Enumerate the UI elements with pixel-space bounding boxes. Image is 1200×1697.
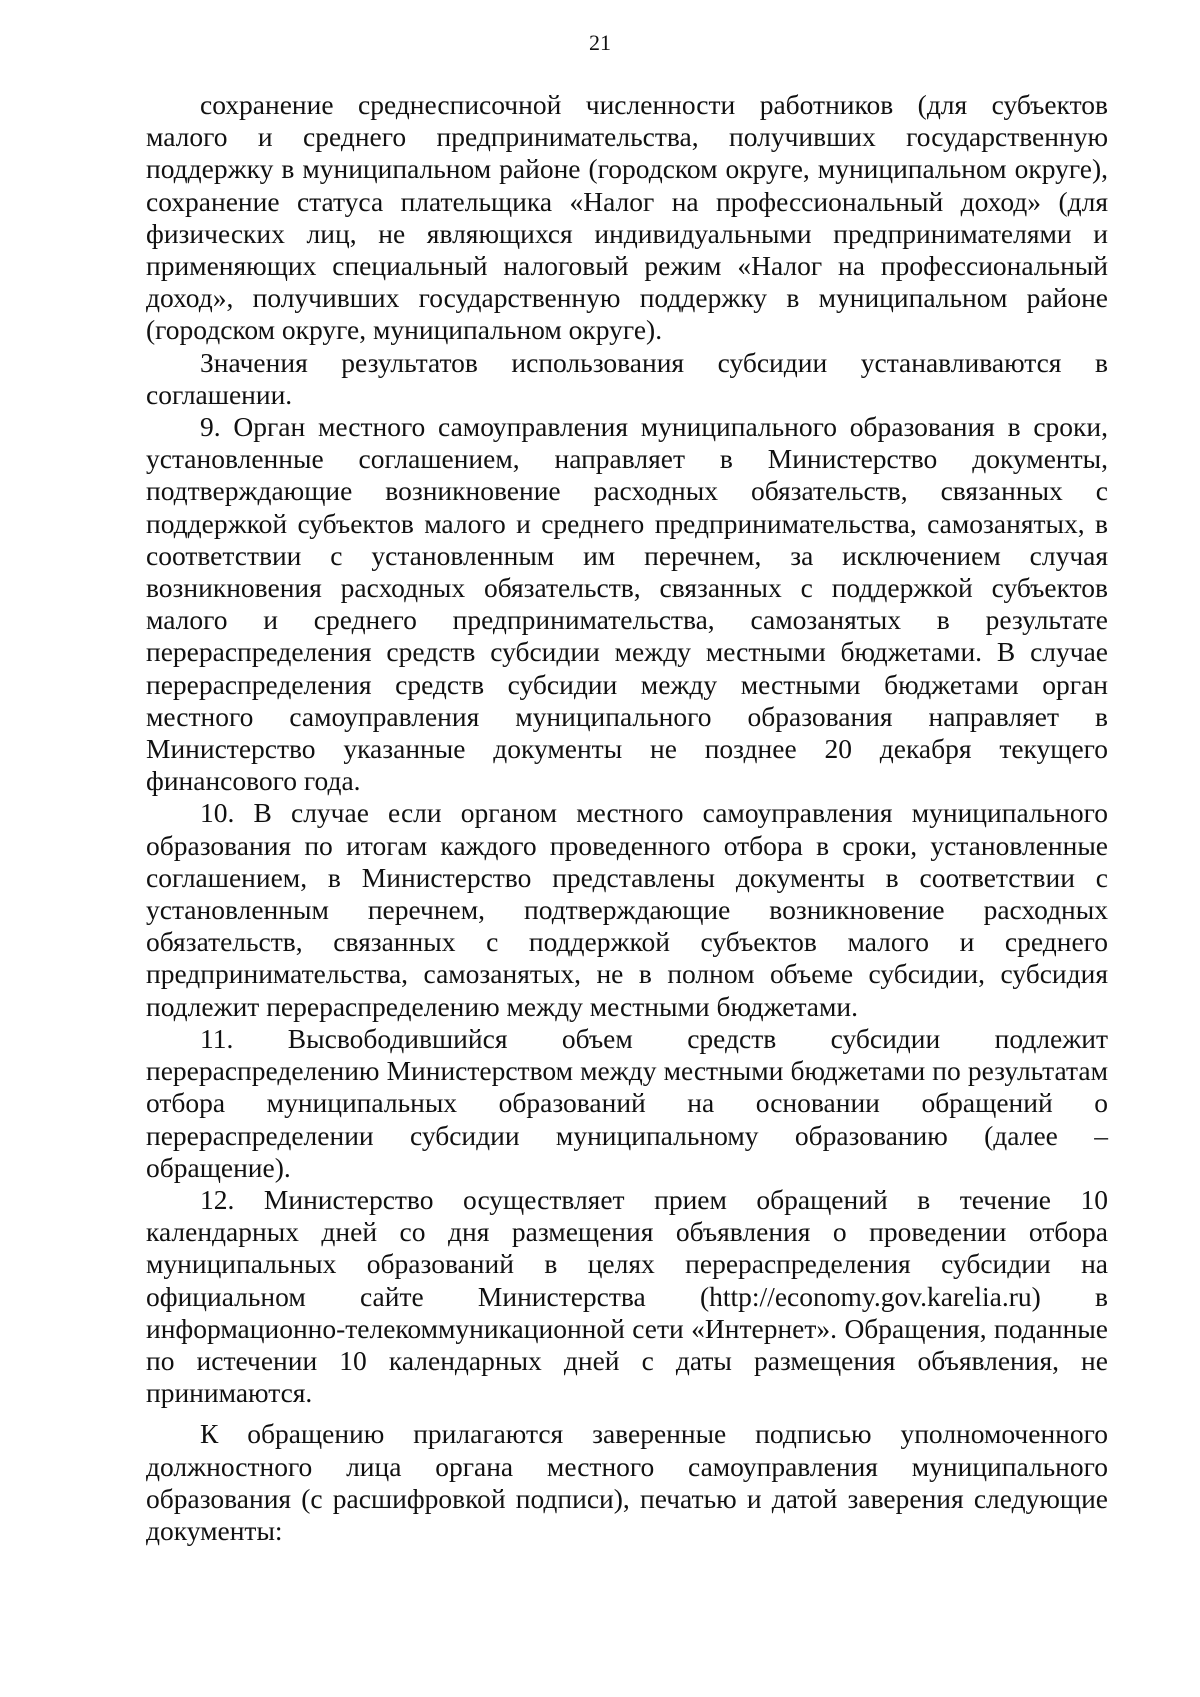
paragraph-continuation: сохранение среднесписочной численности работников (для субъектов малого и среднего предпринимательства, получивших государственную поддержку в муниципальном районе (городском округе, муниципальном округе), сохранение статуса плательщика «Налог на профессиональный доход» (для физических лиц, не являющихся индивидуальными предпринимателями и применяющих специальный налоговый режим «Налог на профессиональный доход», получивших государственную поддержку в муниципальном районе (городском округе, муниципальном округе). (146, 89, 1108, 346)
document-body (146, 89, 1108, 1547)
page-number: 21 (589, 30, 611, 55)
paragraph-item-12: 12. Министерство осуществляет прием обращений в течение 10 календарных дней со дня размещения объявления о проведении отбора муниципальных образований в целях перераспределения субсидии на официальном сайте Министерства (http://economy.gov.karelia.ru) в информационно-телекоммуникационной сети «Интернет». Обращения, поданные по истечении 10 календарных дней с даты размещения объявления, не принимаются. (146, 1183, 1108, 1409)
paragraph-item-11: 11. Высвободившийся объем средств субсидии подлежит перераспределению Министерством между местными бюджетами по результатам отбора муниципальных образований на основании обращений о перераспределении субсидии муниципальному образованию (далее – обращение). (146, 1022, 1108, 1183)
paragraph-attachments: К обращению прилагаются заверенные подписью уполномоченного должностного лица органа местного самоуправления муниципального образования (с расшифровкой подписи), печатью и датой заверения следующие документы: (146, 1418, 1108, 1546)
paragraph-item-9: 9. Орган местного самоуправления муниципального образования в сроки, установленные соглашением, направляет в Министерство документы, подтверждающие возникновение расходных обязательств, связанных с поддержкой субъектов малого и среднего предпринимательства, самозанятых, в соответствии с установленным им перечнем, за исключением случая возникновения расходных обязательств, связанных с поддержкой субъектов малого и среднего предпринимательства, самозанятых в результате перераспределения средств субсидии между местными бюджетами. В случае перераспределения средств субсидии между местными бюджетами орган местного самоуправления муниципального образования направляет в Министерство указанные документы не позднее 20 декабря текущего финансового года. (146, 411, 1108, 797)
paragraph-result-values: Значения результатов использования субсидии устанавливаются в соглашении. (146, 346, 1108, 410)
paragraph-item-10: 10. В случае если органом местного самоуправления муниципального образования по итогам каждого проведенного отбора в сроки, установленные соглашением, в Министерство представлены документы в соответствии с установленным перечнем, подтверждающие возникновение расходных обязательств, связанных с поддержкой субъектов малого и среднего предпринимательства, самозанятых, не в полном объеме субсидии, субсидия подлежит перераспределению между местными бюджетами. (146, 797, 1108, 1022)
